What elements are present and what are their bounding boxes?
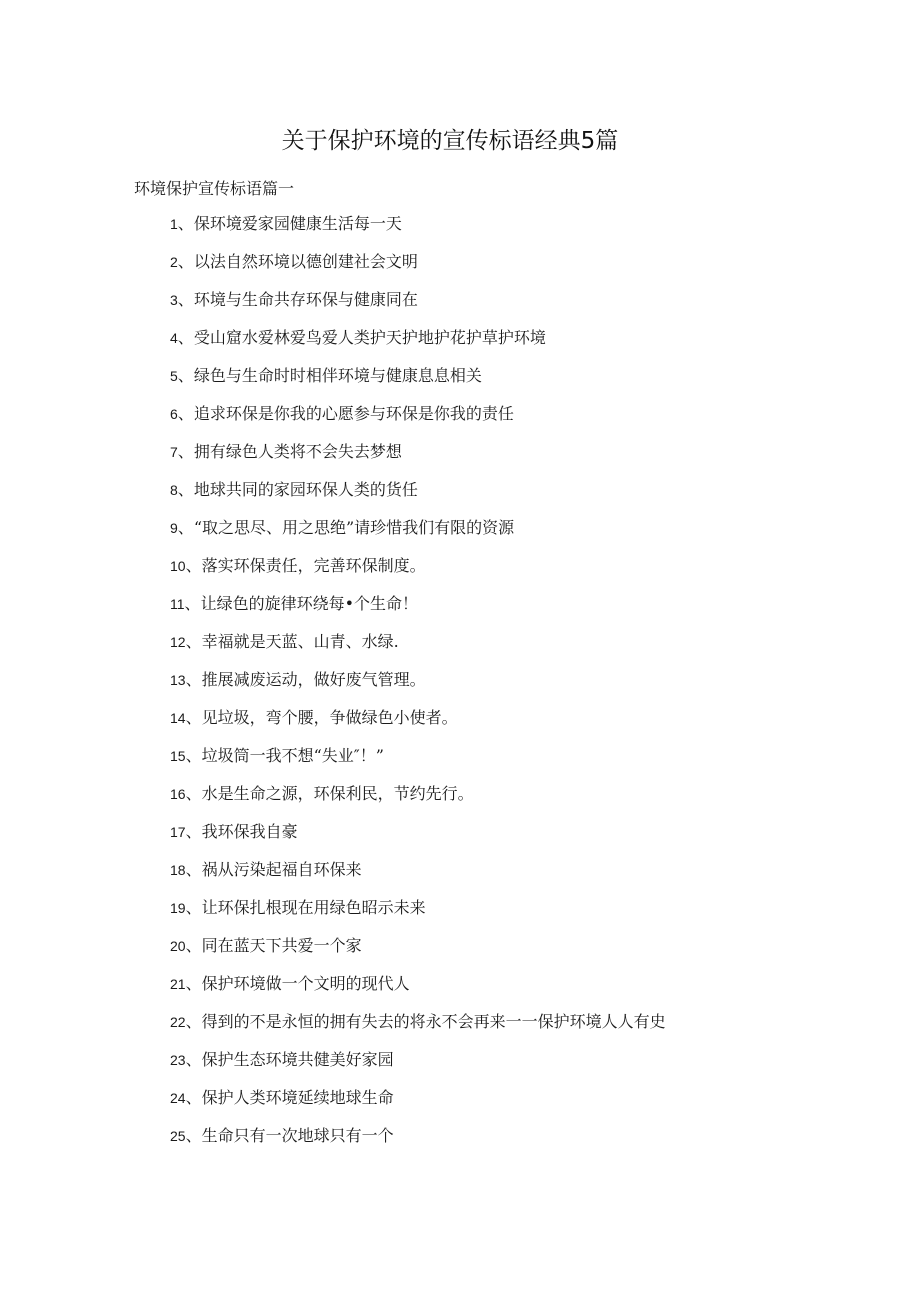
list-item bbox=[170, 782, 666, 820]
slogan-separator: 、 bbox=[185, 632, 202, 651]
slogan-text: 祸从污染起福自环保来 bbox=[201, 860, 362, 879]
slogan-text: 环境与生命共存环保与健康同在 bbox=[193, 290, 418, 309]
slogan-list bbox=[170, 212, 666, 1162]
slogan-separator: 、 bbox=[177, 214, 194, 233]
slogan-separator: 、 bbox=[185, 822, 202, 841]
slogan-text: 地球共同的家园环保人类的货任 bbox=[193, 480, 418, 499]
slogan-number: 13 bbox=[170, 672, 186, 688]
slogan-separator: 、 bbox=[185, 974, 202, 993]
slogan-separator: 、 bbox=[177, 480, 194, 499]
slogan-number: 4 bbox=[170, 330, 178, 346]
slogan-number: 8 bbox=[170, 482, 178, 498]
list-item bbox=[170, 212, 666, 250]
section-heading: 环境保护宣传标语篇一 bbox=[134, 179, 295, 198]
list-item bbox=[170, 1086, 666, 1124]
slogan-text: 落实环保责任，完善环保制度。 bbox=[201, 556, 426, 575]
slogan-separator: 、 bbox=[185, 746, 202, 765]
list-item bbox=[170, 516, 666, 554]
slogan-number: 3 bbox=[170, 292, 178, 308]
slogan-separator: 、 bbox=[185, 898, 202, 917]
list-item bbox=[170, 896, 666, 934]
document-title: 关于保护环境的宣传标语经典5篇 bbox=[281, 128, 619, 154]
slogan-text: 以法自然环境以德创建社会文明 bbox=[193, 252, 418, 271]
slogan-number: 16 bbox=[170, 786, 186, 802]
slogan-number: 14 bbox=[170, 710, 186, 726]
slogan-separator: 、 bbox=[185, 670, 202, 689]
slogan-separator: 、 bbox=[184, 594, 201, 613]
slogan-number: 15 bbox=[170, 748, 186, 764]
slogan-text: 拥有绿色人类将不会失去梦想 bbox=[193, 442, 402, 461]
list-item bbox=[170, 706, 666, 744]
list-item bbox=[170, 364, 666, 402]
list-item bbox=[170, 820, 666, 858]
slogan-number: 7 bbox=[170, 444, 178, 460]
list-item bbox=[170, 440, 666, 478]
slogan-separator: 、 bbox=[177, 290, 194, 309]
slogan-separator: 、 bbox=[185, 556, 202, 575]
list-item bbox=[170, 668, 666, 706]
slogan-text: 生命只有一次地球只有一个 bbox=[201, 1126, 394, 1145]
slogan-separator: 、 bbox=[185, 784, 202, 803]
list-item bbox=[170, 288, 666, 326]
slogan-separator: 、 bbox=[185, 1088, 202, 1107]
slogan-text: 垃圾筒一我不想“失业″！” bbox=[201, 746, 384, 765]
slogan-number: 10 bbox=[170, 558, 186, 574]
list-item bbox=[170, 554, 666, 592]
slogan-number: 11 bbox=[170, 596, 185, 612]
slogan-number: 23 bbox=[170, 1052, 186, 1068]
slogan-separator: 、 bbox=[177, 404, 194, 423]
slogan-separator: 、 bbox=[177, 442, 194, 461]
slogan-number: 12 bbox=[170, 634, 186, 650]
slogan-number: 21 bbox=[170, 976, 186, 992]
slogan-number: 2 bbox=[170, 254, 178, 270]
slogan-text: 绿色与生命时时相伴环境与健康息息相关 bbox=[193, 366, 482, 385]
list-item bbox=[170, 478, 666, 516]
list-item bbox=[170, 1010, 666, 1048]
slogan-text: 得到的不是永恒的拥有失去的将永不会再来一一保护环境人人有史 bbox=[201, 1012, 666, 1031]
slogan-separator: 、 bbox=[185, 708, 202, 727]
slogan-number: 6 bbox=[170, 406, 178, 422]
slogan-text: 保护环境做一个文明的现代人 bbox=[201, 974, 410, 993]
slogan-text: 见垃圾，弯个腰，争做绿色小使者。 bbox=[201, 708, 458, 727]
list-item bbox=[170, 402, 666, 440]
list-item bbox=[170, 972, 666, 1010]
slogan-text: 受山窟水爱林爱鸟爱人类护天护地护花护草护环境 bbox=[193, 328, 546, 347]
list-item bbox=[170, 1048, 666, 1086]
slogan-text: 保环境爱家园健康生活每一天 bbox=[193, 214, 402, 233]
slogan-separator: 、 bbox=[185, 936, 202, 955]
slogan-separator: 、 bbox=[177, 518, 194, 537]
list-item bbox=[170, 1124, 666, 1162]
slogan-separator: 、 bbox=[185, 1012, 202, 1031]
slogan-text: 保护生态环境共健美好家园 bbox=[201, 1050, 394, 1069]
list-item bbox=[170, 744, 666, 782]
slogan-text: 保护人类环境延续地球生命 bbox=[201, 1088, 394, 1107]
slogan-text: 我环保我自豪 bbox=[201, 822, 298, 841]
slogan-number: 24 bbox=[170, 1090, 186, 1106]
slogan-number: 22 bbox=[170, 1014, 186, 1030]
slogan-number: 1 bbox=[170, 216, 178, 232]
list-item bbox=[170, 326, 666, 364]
slogan-separator: 、 bbox=[177, 252, 194, 271]
slogan-number: 5 bbox=[170, 368, 178, 384]
slogan-number: 18 bbox=[170, 862, 186, 878]
slogan-number: 19 bbox=[170, 900, 186, 916]
slogan-number: 25 bbox=[170, 1128, 186, 1144]
slogan-number: 9 bbox=[170, 520, 178, 536]
slogan-separator: 、 bbox=[185, 1126, 202, 1145]
slogan-separator: 、 bbox=[185, 1050, 202, 1069]
slogan-number: 20 bbox=[170, 938, 186, 954]
list-item bbox=[170, 858, 666, 896]
list-item bbox=[170, 934, 666, 972]
slogan-number: 17 bbox=[170, 824, 186, 840]
slogan-separator: 、 bbox=[177, 366, 194, 385]
list-item bbox=[170, 592, 666, 630]
slogan-text: 幸福就是天蓝、山青、水绿. bbox=[201, 632, 399, 651]
slogan-text: “取之思尽、用之思绝”请珍惜我们有限的资源 bbox=[193, 518, 515, 537]
slogan-text: 追求环保是你我的心愿参与环保是你我的责任 bbox=[193, 404, 514, 423]
slogan-separator: 、 bbox=[177, 328, 194, 347]
slogan-separator: 、 bbox=[185, 860, 202, 879]
slogan-text: 让绿色的旋律环绕每•个生命！ bbox=[200, 594, 419, 613]
slogan-text: 同在蓝天下共爱一个家 bbox=[201, 936, 362, 955]
slogan-text: 让环保扎根现在用绿色昭示未来 bbox=[201, 898, 426, 917]
list-item bbox=[170, 250, 666, 288]
list-item bbox=[170, 630, 666, 668]
slogan-text: 水是生命之源，环保利民，节约先行。 bbox=[201, 784, 474, 803]
slogan-text: 推展减废运动，做好废气管理。 bbox=[201, 670, 426, 689]
